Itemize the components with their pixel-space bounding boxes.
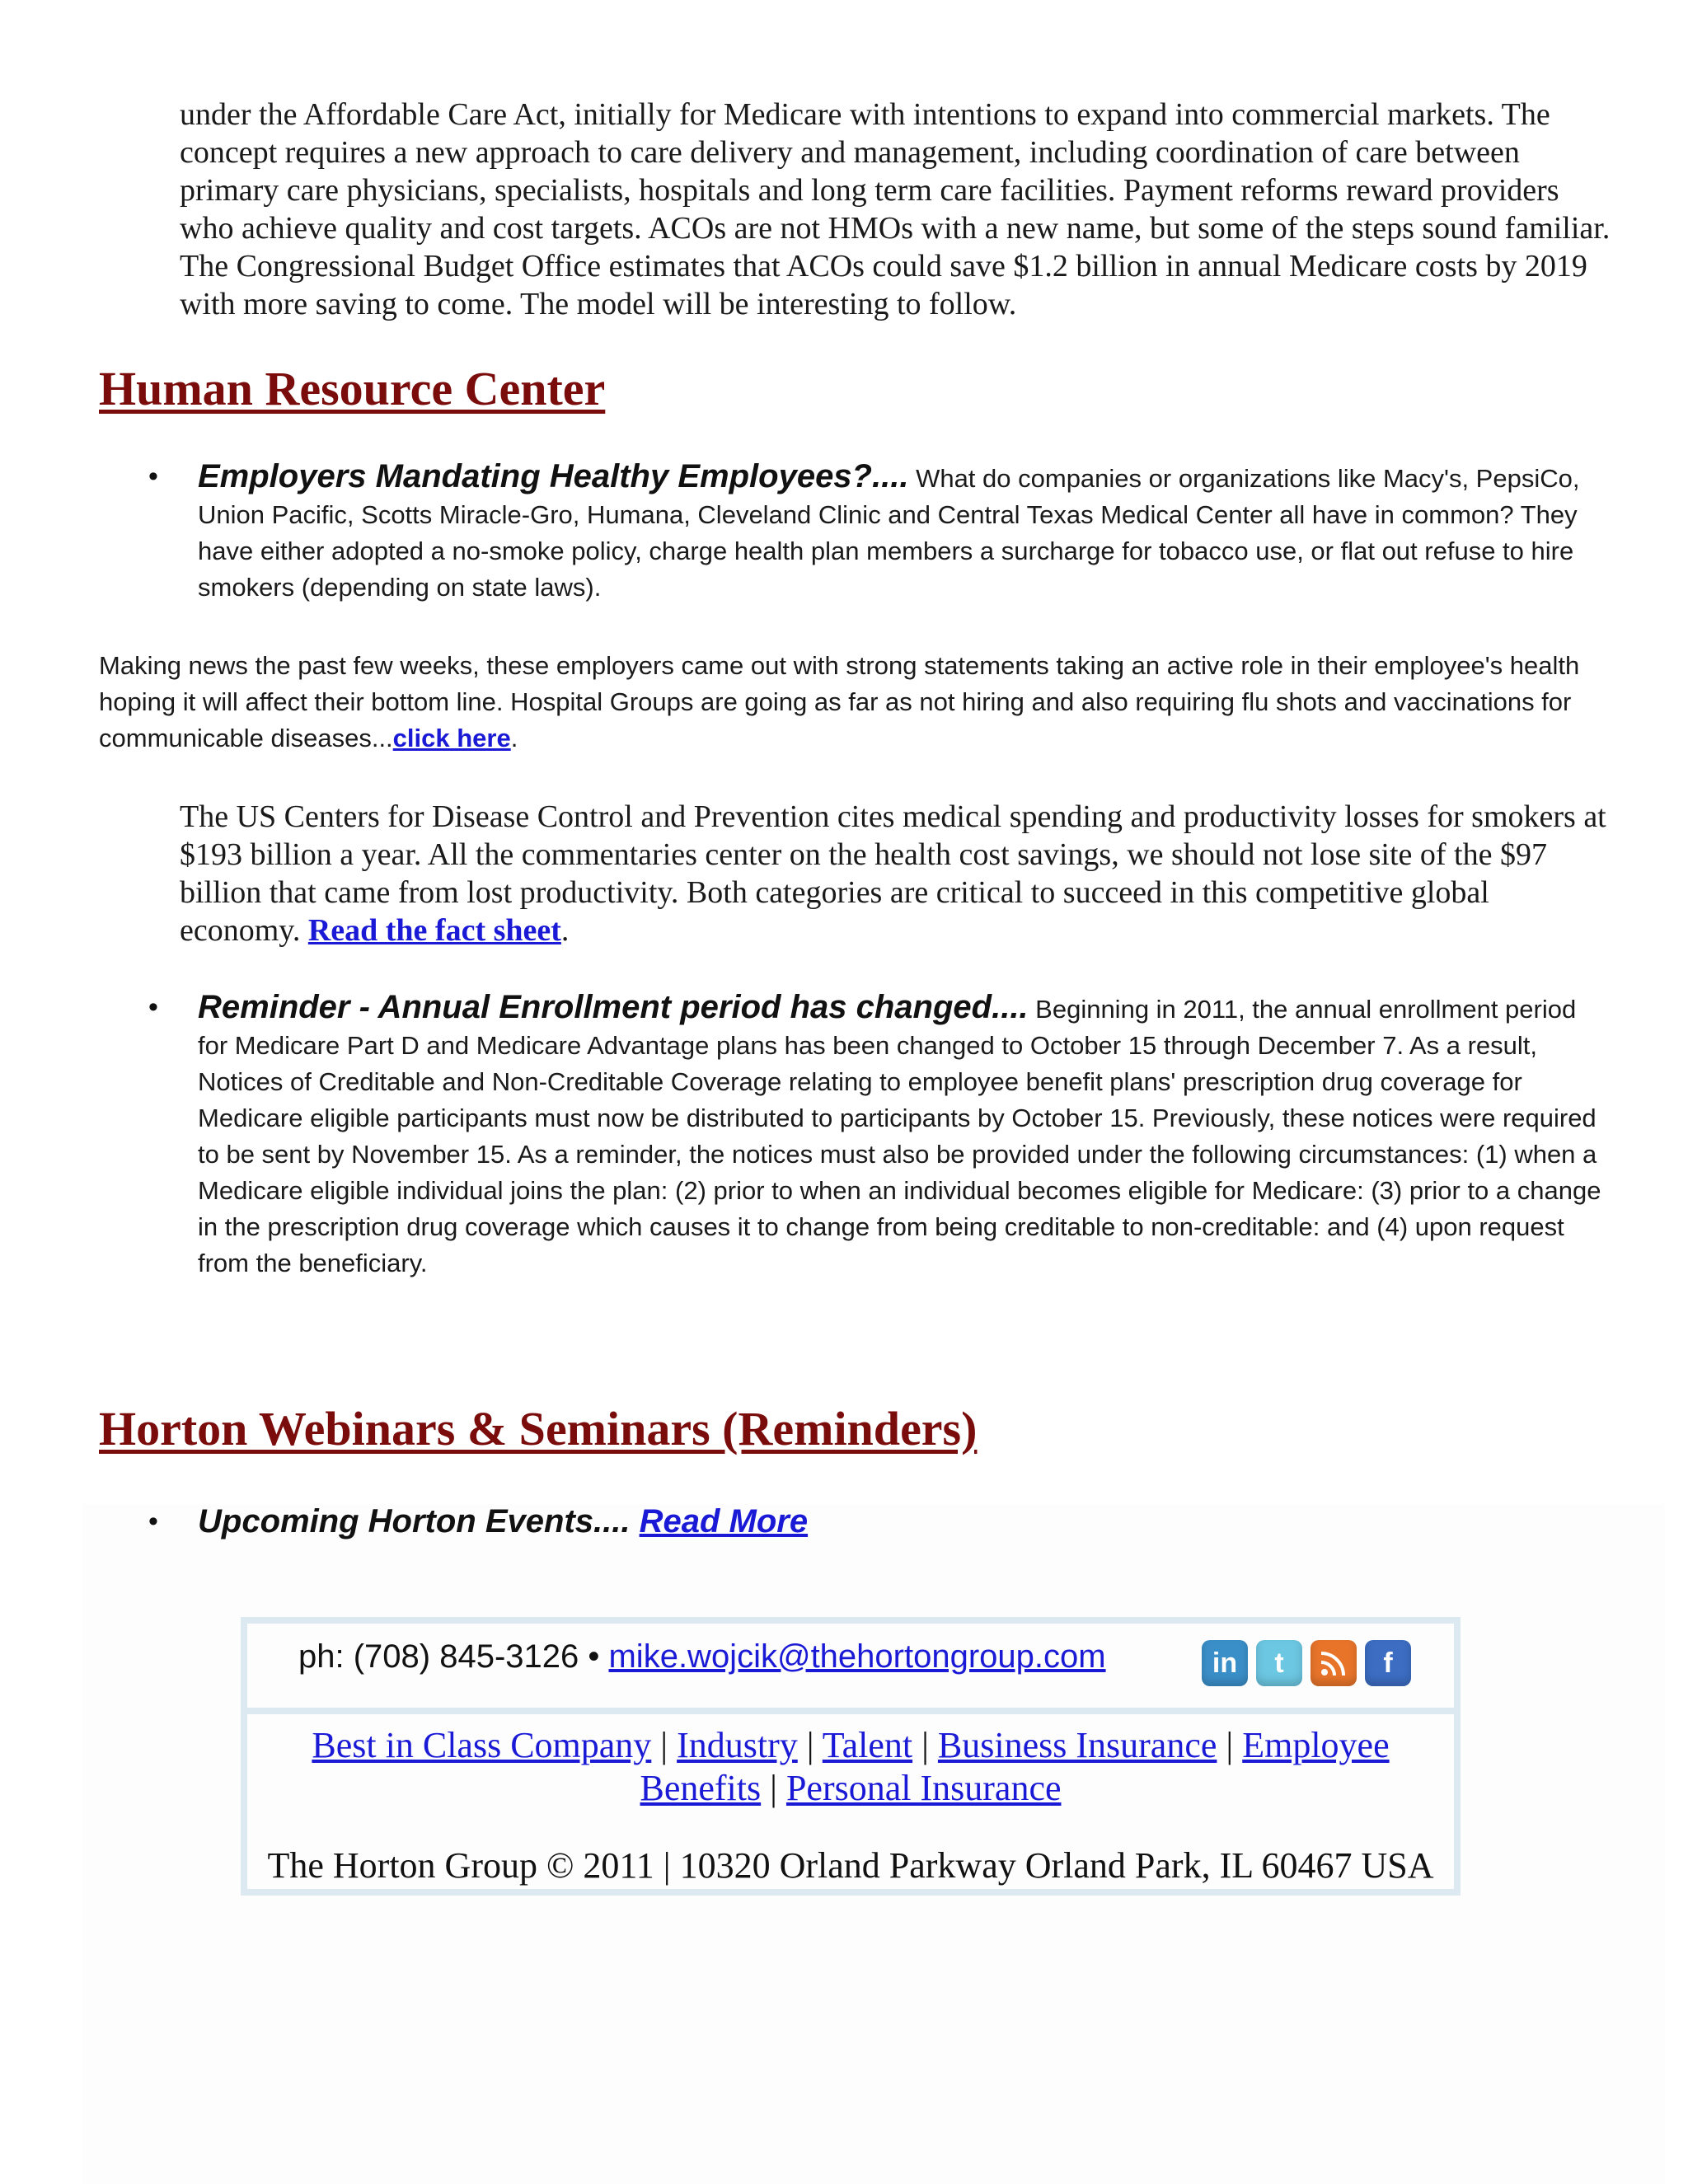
link-separator: |	[797, 1725, 823, 1765]
footer-nav-links	[247, 1724, 1454, 1810]
footer-box	[241, 1617, 1461, 1896]
item-lead: Upcoming Horton Events....	[198, 1503, 640, 1540]
footer-contact-row	[247, 1624, 1454, 1714]
footer-link-employee-benefits[interactable]: Employee Benefits	[640, 1725, 1390, 1808]
email-link[interactable]: mike.wojcik@thehortongroup.com	[608, 1638, 1106, 1675]
section-heading-webinars: Horton Webinars & Seminars (Reminders)	[99, 1402, 978, 1455]
link-separator: |	[761, 1768, 786, 1808]
bullet-icon: •	[148, 1506, 158, 1537]
facebook-icon[interactable]: f	[1365, 1640, 1411, 1686]
read-more-link[interactable]: Read More	[639, 1503, 809, 1540]
footer-link-talent[interactable]: Talent	[822, 1725, 913, 1765]
rss-glyph	[1319, 1648, 1348, 1678]
link-separator: |	[912, 1725, 938, 1765]
aco-paragraph: under the Affordable Care Act, initially for Medicare with intentions to expand into commercial markets. The concept requires a new approach to care delivery and management, including coordination of care between primary care physicians, specialists, hospitals and long term care facilities. Payment reforms reward providers who achieve quality and cost targets. ACOs are not HMOs with a new name, but some of the steps sound familiar. The Congressional Budget Office estimates that ACOs could save $1.2 billion in annual Medicare costs by 2019 with more saving to come. The model will be interesting to follow.	[180, 97, 1611, 321]
news-paragraph	[99, 648, 1607, 757]
phone-text: ph: (708) 845-3126 •	[298, 1638, 609, 1675]
link-separator: |	[651, 1725, 678, 1765]
fact-sheet-link[interactable]: Read the fact sheet	[307, 913, 561, 948]
footer-link-industry[interactable]: Industry	[677, 1725, 798, 1765]
item-text: Beginning in 2011, the annual enrollment period for Medicare Part D and Medicare Advantage plans has been changed to October 15 through December 7. As a result, Notices of Creditable and Non-Creditable Coverage relating to employee benefit plans' prescription drug coverage for Medicare eligible participants must now be distributed to participants by October 15. Previously, these notices were required to be sent by November 15. As a reminder, the notices must also be provided under the following circumstances: (1) when a Medicare eligible individual joins the plan: (2) prior to when an individual becomes eligible for Medicare: (3) prior to a change in the prescription drug coverage which causes it to change from being creditable to non-creditable: and (4) upon request from the beneficiary.	[198, 995, 1601, 1277]
section-heading-hr: Human Resource Center	[99, 362, 606, 415]
footer-link-best-in-class[interactable]: Best in Class Company	[312, 1725, 652, 1765]
copyright-line: The Horton Group © 2011 | 10320 Orland Parkway Orland Park, IL 60467 USA	[267, 1845, 1434, 1886]
cdc-paragraph	[180, 798, 1614, 949]
bullet-icon: •	[148, 991, 158, 1023]
list-item-employers	[148, 458, 1607, 606]
item-lead: Employers Mandating Healthy Employees?....	[198, 458, 909, 494]
cdc-text: The US Centers for Disease Control and Prevention cites medical spending and productivity losses for smokers at $193 billion a year. All the commentaries center on the health cost savings, we should not lose site of the $97 billion that came from lost productivity. Both categories are critical to succeed in this competitive global economy.	[180, 799, 1606, 948]
news-end: .	[510, 724, 518, 752]
bullet-icon: •	[148, 461, 158, 492]
footer-link-personal-insurance[interactable]: Personal Insurance	[785, 1768, 1062, 1808]
list-item-enrollment	[148, 989, 1607, 1282]
rss-icon[interactable]	[1311, 1640, 1357, 1686]
contact-line	[298, 1638, 1106, 1675]
click-here-link[interactable]: click here	[392, 724, 511, 752]
list-item-body	[198, 989, 1607, 1282]
list-item-body	[198, 1503, 1607, 1542]
list-item-events	[148, 1503, 1607, 1542]
linkedin-icon[interactable]: in	[1202, 1640, 1248, 1686]
link-separator: |	[1217, 1725, 1243, 1765]
news-text: Making news the past few weeks, these employers came out with strong statements taking an active role in their employee's health hoping it will affect their bottom line. Hospital Groups are going as far as not hiring and also requiring flu shots and vaccinations for communicable diseases...	[99, 651, 1580, 752]
twitter-icon[interactable]: t	[1256, 1640, 1302, 1686]
cdc-end: .	[560, 913, 570, 948]
list-item-body	[198, 458, 1607, 606]
social-icons	[1202, 1640, 1411, 1686]
footer-link-business-insurance[interactable]: Business Insurance	[937, 1725, 1217, 1765]
item-lead: Reminder - Annual Enrollment period has changed....	[198, 989, 1029, 1025]
item-text: What do companies or organizations like Macy's, PepsiCo, Union Pacific, Scotts Miracle-Gro, Humana, Cleveland Clinic and Central Texas Medical Center all have in common? They have either adopted a no-smoke policy, charge health plan members a surcharge for tobacco use, or flat out refuse to hire smokers (depending on state laws).	[198, 464, 1580, 602]
